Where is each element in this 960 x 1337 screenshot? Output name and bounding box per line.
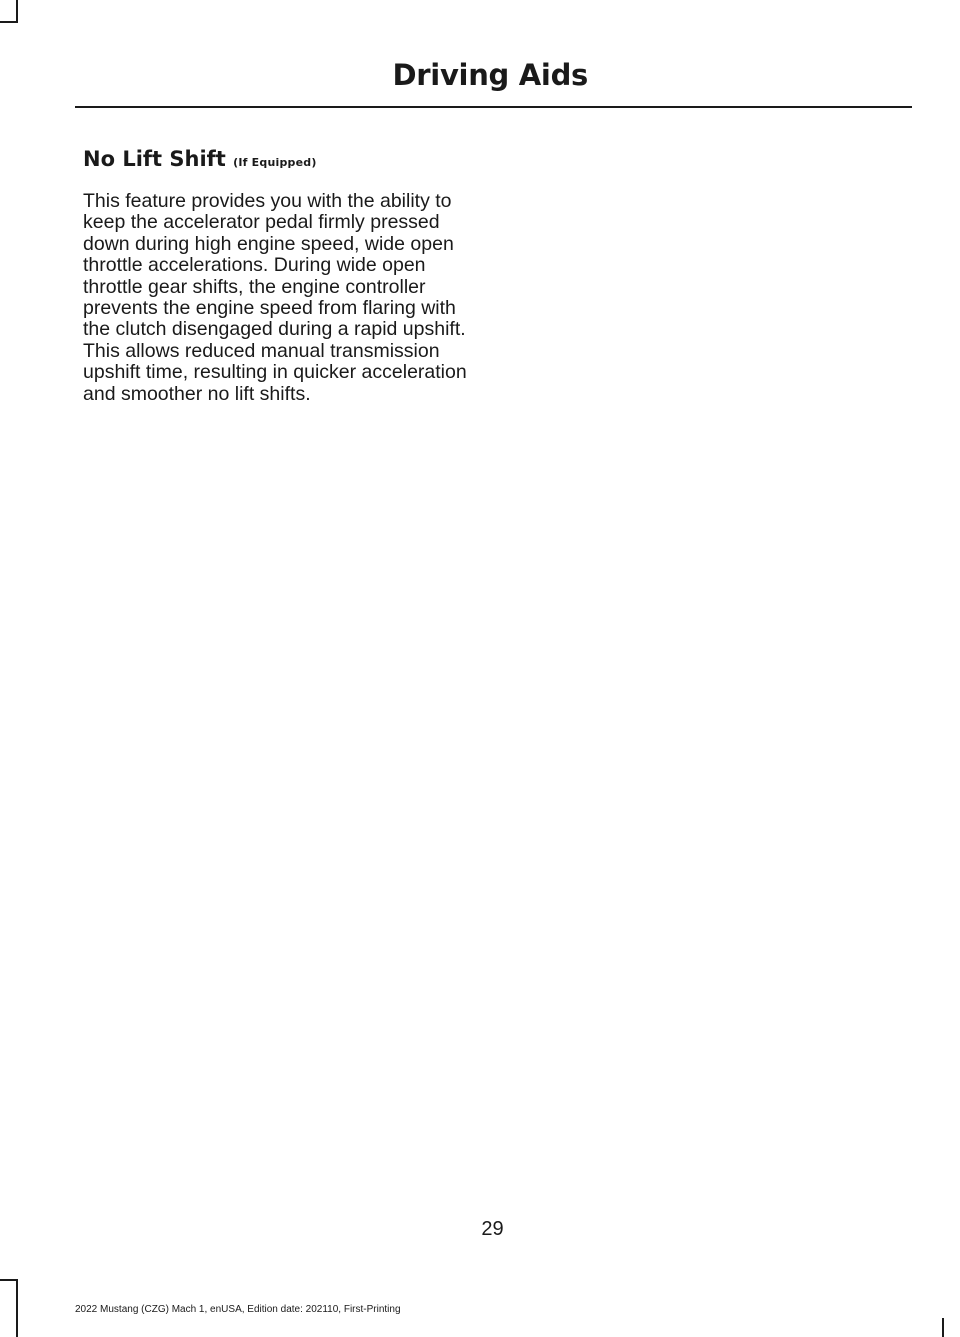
crop-mark-bottom-left-vertical bbox=[16, 1279, 18, 1337]
section-heading-text: No Lift Shift bbox=[83, 147, 226, 171]
section-no-lift-shift bbox=[83, 145, 483, 405]
section-heading bbox=[83, 145, 483, 177]
header-rule bbox=[75, 106, 912, 108]
section-body-text: This feature provides you with the ability to keep the accelerator pedal firmly pressed down during high engine speed, wide open throttle accelerations. During wide open throttle gear shifts, the engine controller prevents the engine speed from flaring with the clutch disengaged during a rapid upshift. This allows reduced manual transmission upshift time, resulting in quicker acceleration and smoother no lift shifts. bbox=[83, 190, 467, 405]
page-header-title: Driving Aids bbox=[392, 58, 588, 92]
footer-edition-text: 2022 Mustang (CZG) Mach 1, enUSA, Edition date: 202110, First-Printing bbox=[75, 1304, 401, 1315]
crop-mark-top-left-vertical bbox=[16, 0, 18, 22]
page-number: 29 bbox=[481, 1218, 504, 1240]
crop-mark-top-left-horizontal bbox=[0, 21, 18, 23]
crop-mark-bottom-right-vertical bbox=[942, 1318, 944, 1337]
section-qualifier: (If Equipped) bbox=[233, 156, 317, 169]
